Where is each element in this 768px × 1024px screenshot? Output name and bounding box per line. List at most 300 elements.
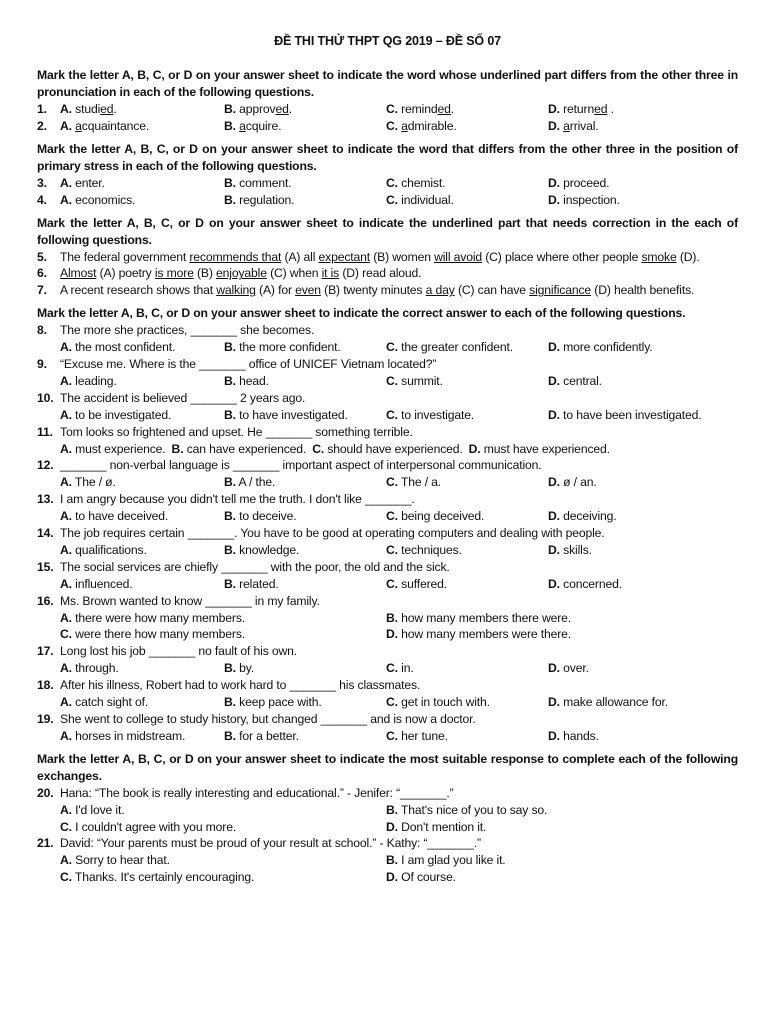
option-letter: A. (60, 661, 72, 676)
option-letter: B. (224, 340, 236, 355)
question-number: 9. (37, 357, 47, 372)
option-letter: D. (548, 661, 560, 676)
question-number: 14. (37, 526, 54, 541)
text-segment: how many members there were. (401, 610, 572, 625)
question-stem (37, 785, 738, 802)
text-segment: deceiving. (563, 509, 617, 524)
option-letter: B. (224, 542, 236, 557)
answer-option-d (548, 373, 602, 390)
option-letter: D. (548, 475, 560, 490)
section-instruction: Mark the letter A, B, C, or D on your answer sheet to indicate the word that differs from the other three in the position of primary stress in each of the following questions. (37, 141, 738, 173)
underlined-text: smoke (641, 249, 677, 264)
answer-option-a (60, 508, 168, 525)
answer-option-c (386, 101, 454, 118)
answer-option-a (60, 442, 166, 456)
option-letter: A. (60, 542, 72, 557)
option-letter: A. (60, 728, 72, 743)
text-segment: She went to college to study history, but changed _______ and is now a doctor. (60, 711, 476, 726)
text-segment: to be investigated. (75, 407, 172, 422)
question-number: 8. (37, 323, 47, 338)
question (37, 192, 738, 209)
answer-option-b (224, 474, 275, 491)
text-segment: to deceive. (239, 509, 297, 524)
option-letter: A. (60, 802, 72, 817)
option-letter: C. (386, 340, 398, 355)
answer-option-a (60, 852, 170, 869)
underlined-text: it is (321, 266, 340, 281)
text-segment: A / the. (238, 475, 276, 490)
answer-option-d (548, 339, 653, 356)
answer-option-c (386, 576, 447, 593)
question-number: 12. (37, 458, 54, 473)
answer-options (37, 373, 738, 390)
text-segment: The social services are chiefly _______ with the poor, the old and the sick. (60, 559, 450, 574)
answer-option-c (60, 869, 254, 886)
answer-options (37, 660, 738, 677)
option-letter: C. (386, 728, 398, 743)
underlined-text: is more (154, 266, 194, 281)
question (37, 785, 738, 836)
question (37, 265, 738, 282)
text-segment: enter. (75, 175, 105, 190)
answer-option-c (60, 626, 245, 643)
text-segment: to have been investigated. (563, 407, 702, 422)
answer-option-c (386, 339, 513, 356)
answer-option-b (386, 802, 547, 819)
text-segment: by. (239, 661, 255, 676)
answer-options (37, 339, 738, 356)
text-segment: economics. (75, 192, 136, 207)
answer-options-row (37, 610, 738, 627)
text-segment: Tom looks so frightened and upset. He _______ something terrible. (60, 424, 413, 439)
underlined-text: ed (437, 102, 451, 116)
underlined-text: enjoyable (216, 266, 267, 281)
answer-option-b (224, 118, 281, 135)
text-segment: more confidently. (563, 340, 653, 355)
text-segment: The federal government (60, 249, 190, 264)
text-segment: regulation. (239, 192, 295, 207)
text-segment: The / a. (400, 475, 442, 490)
answer-option-c (386, 728, 448, 745)
exam-section (37, 141, 738, 209)
answer-option-b (386, 610, 571, 627)
text-segment: Don't mention it. (401, 819, 487, 834)
option-letter: D. (548, 373, 560, 388)
text-segment: individual. (401, 192, 454, 207)
text-segment: horses in midstream. (75, 728, 186, 743)
option-letter: A. (60, 610, 72, 625)
section-instruction: Mark the letter A, B, C, or D on your answer sheet to indicate the correct answer to each of the following questions. (37, 306, 686, 321)
underlined-text: expectant (318, 249, 371, 264)
answer-option-b (224, 373, 269, 390)
text-segment: I am angry because you didn't tell me the truth. I don't like _______. (60, 492, 415, 507)
question-stem (37, 593, 738, 610)
option-letter: B. (224, 695, 236, 710)
option-letter: B. (224, 373, 236, 388)
option-letter: A. (60, 695, 72, 710)
question-stem (37, 390, 738, 407)
question (37, 322, 738, 356)
option-letter: B. (224, 576, 236, 591)
question-number: 10. (37, 390, 54, 405)
underlined-text: ed (275, 102, 289, 116)
text-segment: (D) health benefits. (591, 283, 695, 298)
answer-option-d (548, 175, 609, 192)
text-segment: (C) when (266, 266, 322, 281)
question-stem (37, 559, 738, 576)
option-letter: C. (60, 819, 72, 834)
option-letter: B. (224, 661, 236, 676)
text-segment: inspection. (563, 192, 620, 207)
option-letter: B. (386, 610, 398, 625)
option-letter: B. (171, 441, 184, 456)
question-number: 16. (37, 593, 54, 608)
answer-option-b (224, 192, 294, 209)
text-segment: . (607, 102, 614, 116)
option-letter: D. (548, 542, 560, 557)
answer-option-d (548, 542, 592, 559)
option-letter: D. (548, 340, 560, 355)
option-letter: D. (548, 695, 560, 710)
text-segment: I am glad you like it. (401, 853, 506, 868)
text-segment: must have experienced. (483, 441, 610, 456)
option-letter: C. (386, 576, 398, 591)
text-segment: qualifications. (75, 542, 147, 557)
answer-option-d (548, 508, 617, 525)
section-instruction: Mark the letter A, B, C, or D on your answer sheet to indicate the underlined part that needs correction in the each of following questions. (37, 215, 738, 247)
option-letter: C. (60, 627, 72, 642)
option-letter: B. (386, 802, 398, 817)
text-segment: _______ non-verbal language is _______ important aspect of interpersonal communication. (60, 458, 542, 473)
answer-option-d (548, 118, 599, 135)
answer-options-row (37, 852, 738, 869)
text-segment: Of course. (401, 870, 456, 885)
option-letter: C. (386, 373, 398, 388)
answer-option-d (548, 576, 622, 593)
question (37, 593, 738, 644)
text-segment: Hana: “The book is really interesting and educational.” - Jenifer: “_______.” (60, 785, 454, 800)
answer-option-c (60, 819, 236, 836)
text-segment: The more she practices, _______ she becomes. (60, 323, 315, 338)
text-segment: head. (239, 373, 269, 388)
question (37, 390, 738, 424)
option-letter: D. (548, 576, 560, 591)
answer-option-d (548, 192, 620, 209)
text-segment: Thanks. It's certainly encouraging. (74, 870, 255, 885)
answer-option-a (60, 118, 149, 135)
text-segment: I couldn't agree with you more. (75, 819, 237, 834)
option-letter: A. (60, 441, 72, 456)
question (37, 835, 738, 886)
text-segment: approv (239, 102, 276, 116)
underlined-text: ed (100, 102, 114, 116)
exam-section (37, 215, 738, 300)
text-segment: were there how many members. (75, 627, 246, 642)
underlined-text: significance (529, 283, 592, 298)
underlined-text: walking (216, 283, 256, 298)
option-letter: A. (60, 475, 72, 490)
answer-options (37, 694, 738, 711)
option-letter: A. (60, 175, 72, 190)
text-segment: to have investigated. (239, 407, 348, 422)
text-segment: the greater confident. (401, 340, 514, 355)
option-letter: D. (548, 175, 560, 190)
section-instruction: Mark the letter A, B, C, or D on your answer sheet to indicate the most suitable response to complete each of the following exchanges. (37, 751, 738, 783)
answer-option-a (60, 542, 147, 559)
answer-option-d (548, 694, 668, 711)
question (37, 249, 738, 266)
answer-options (37, 101, 738, 118)
answer-option-a (60, 101, 117, 118)
answer-option-c (386, 474, 441, 491)
question-stem (37, 322, 738, 339)
text-segment: related. (239, 576, 279, 591)
text-segment: (D) read aloud. (339, 266, 422, 281)
answer-option-c (386, 192, 454, 209)
text-segment: get in touch with. (401, 695, 490, 710)
option-letter: B. (224, 192, 236, 207)
underlined-text: a day (425, 283, 455, 298)
text-segment: central. (563, 373, 602, 388)
option-letter: C. (386, 475, 398, 490)
answer-option-a (60, 728, 185, 745)
text-segment: dmirable. (407, 118, 457, 133)
text-segment: The / ø. (74, 475, 116, 490)
option-letter: C. (386, 102, 398, 116)
text-segment: there were how many members. (75, 610, 246, 625)
question-stem (37, 424, 738, 441)
question-stem (37, 356, 738, 373)
answer-option-d (386, 819, 486, 836)
text-segment: influenced. (75, 576, 133, 591)
question-number: 11. (37, 424, 53, 439)
text-segment: . (288, 102, 293, 116)
text-segment: to investigate. (401, 407, 475, 422)
text-segment: (B) women (370, 249, 435, 264)
answer-option-d (386, 869, 456, 886)
option-letter: D. (468, 441, 481, 456)
answer-option-c (386, 694, 490, 711)
answer-option-a (60, 373, 117, 390)
answer-option-b (224, 407, 348, 424)
question-stem (37, 525, 738, 542)
option-letter: C. (386, 175, 398, 190)
question-stem (37, 711, 738, 728)
answer-option-b (224, 728, 299, 745)
answer-option-b (386, 852, 506, 869)
text-segment: Sorry to hear that. (75, 853, 170, 868)
answer-options-row (37, 819, 738, 836)
answer-option-d (469, 442, 610, 456)
answer-option-d (548, 474, 597, 491)
underlined-text: Almost (60, 266, 97, 281)
question (37, 424, 738, 458)
option-letter: C. (386, 695, 398, 710)
answer-option-b (224, 339, 341, 356)
question-number: 20. (37, 785, 54, 800)
text-segment: to have deceived. (75, 509, 169, 524)
answer-option-b (224, 175, 291, 192)
underlined-text: will avoid (434, 249, 483, 264)
underlined-text: a (563, 118, 570, 133)
option-letter: B. (224, 407, 236, 422)
option-letter: C. (386, 542, 398, 557)
question-stem (37, 491, 738, 508)
option-letter: D. (386, 627, 398, 642)
answer-option-b (224, 694, 322, 711)
text-segment: the most confident. (75, 340, 176, 355)
option-letter: C. (386, 509, 398, 524)
answer-options (37, 118, 738, 135)
question (37, 711, 738, 745)
answer-options (37, 728, 738, 745)
text-segment: suffered. (401, 576, 447, 591)
text-segment: how many members were there. (401, 627, 572, 642)
option-letter: B. (224, 102, 236, 116)
text-segment: hands. (563, 728, 599, 743)
question (37, 677, 738, 711)
section-instruction: Mark the letter A, B, C, or D on your answer sheet to indicate the word whose underlined part differs from the other three in pronunciation in each of the following questions. (37, 68, 738, 99)
question-stem (37, 249, 738, 266)
answer-option-a (60, 192, 135, 209)
text-segment: (A) poetry (96, 266, 155, 281)
question (37, 101, 738, 118)
option-letter: C. (60, 870, 72, 885)
answer-option-a (60, 407, 171, 424)
question-number: 3. (37, 175, 47, 190)
answer-options (37, 175, 738, 192)
text-segment: cquaintance. (81, 118, 150, 133)
option-letter: B. (224, 509, 236, 524)
answer-options (37, 508, 738, 525)
exam-section (37, 67, 738, 135)
text-segment: comment. (239, 175, 292, 190)
answer-option-c (312, 442, 462, 456)
text-segment: concerned. (563, 576, 622, 591)
option-letter: D. (386, 819, 398, 834)
option-letter: B. (224, 475, 236, 490)
text-segment: knowledge. (239, 542, 300, 557)
answer-option-c (386, 373, 443, 390)
text-segment: (C) can have (454, 283, 530, 298)
question-number: 6. (37, 266, 47, 281)
text-segment: . (450, 102, 455, 116)
text-segment: make allowance for. (563, 695, 669, 710)
answer-option-b (224, 508, 296, 525)
text-segment: being deceived. (401, 509, 485, 524)
question-stem (37, 265, 738, 282)
option-letter: D. (548, 192, 560, 207)
question (37, 175, 738, 192)
exam-section (37, 305, 738, 744)
answer-option-a (60, 660, 119, 677)
answer-option-c (386, 118, 457, 135)
text-segment: proceed. (563, 175, 610, 190)
answer-options (37, 542, 738, 559)
question-number: 15. (37, 559, 54, 574)
text-segment: studi (75, 102, 101, 116)
text-segment: (D). (676, 249, 700, 264)
question (37, 491, 738, 525)
text-segment: A recent research shows that (60, 283, 217, 298)
question-number: 17. (37, 644, 54, 659)
option-letter: A. (60, 853, 72, 868)
question (37, 559, 738, 593)
option-letter: A. (60, 373, 72, 388)
text-segment: remind (401, 102, 438, 116)
question (37, 356, 738, 390)
option-letter: A. (60, 102, 72, 116)
text-segment: (A) all (281, 249, 319, 264)
option-letter: D. (548, 407, 560, 422)
option-letter: A. (60, 192, 72, 207)
option-letter: B. (224, 175, 236, 190)
question (37, 282, 738, 299)
text-segment: skills. (563, 542, 592, 557)
text-segment: The accident is believed _______ 2 years ago. (60, 390, 306, 405)
text-segment: her tune. (401, 728, 448, 743)
text-segment: the more confident. (239, 340, 341, 355)
text-segment: can have experienced. (186, 441, 307, 456)
answer-options (37, 610, 738, 644)
option-letter: B. (386, 853, 398, 868)
text-segment: (A) for (255, 283, 296, 298)
underlined-text: even (295, 283, 321, 298)
question-number: 19. (37, 711, 54, 726)
option-letter: A. (60, 407, 72, 422)
answer-option-a (60, 610, 245, 627)
text-segment: I'd love it. (75, 802, 125, 817)
question-number: 1. (37, 102, 47, 116)
question (37, 457, 738, 491)
text-segment: return (563, 102, 595, 116)
text-segment: After his illness, Robert had to work hard to _______ his classmates. (60, 678, 421, 693)
exam-sections (37, 67, 738, 886)
answer-options (37, 576, 738, 593)
text-segment: ø / an. (563, 475, 597, 490)
option-letter: C. (312, 441, 325, 456)
text-segment: leading. (75, 373, 117, 388)
text-segment: summit. (401, 373, 443, 388)
text-segment: David: “Your parents must be proud of your result at school.” - Kathy: “_______.” (60, 836, 481, 851)
text-segment: should have experienced. (327, 441, 463, 456)
question (37, 118, 738, 135)
option-letter: D. (548, 118, 560, 133)
exam-section (37, 751, 738, 886)
question-number: 4. (37, 192, 47, 207)
question-stem (37, 282, 738, 299)
option-letter: D. (386, 870, 398, 885)
question-stem (37, 677, 738, 694)
option-letter: A. (60, 576, 72, 591)
answer-option-c (386, 542, 462, 559)
answer-option-b (172, 442, 307, 456)
question-number: 21. (37, 836, 54, 851)
answer-option-a (60, 474, 116, 491)
text-segment: Long lost his job _______ no fault of his own. (60, 644, 298, 659)
option-letter: D. (548, 102, 560, 116)
question-number: 5. (37, 249, 47, 264)
option-letter: B. (224, 728, 236, 743)
answer-option-a (60, 339, 175, 356)
answer-options-row (37, 802, 738, 819)
text-segment: The job requires certain _______. You have to be good at operating computers and dealing with people. (60, 526, 605, 541)
exam-title: ĐỀ THI THỬ THPT QG 2019 – ĐỀ SỐ 07 (274, 34, 501, 48)
text-segment: (C) place where other people (482, 249, 642, 264)
text-segment: through. (75, 661, 119, 676)
text-segment: That's nice of you to say so. (400, 802, 548, 817)
text-segment: chemist. (401, 175, 446, 190)
